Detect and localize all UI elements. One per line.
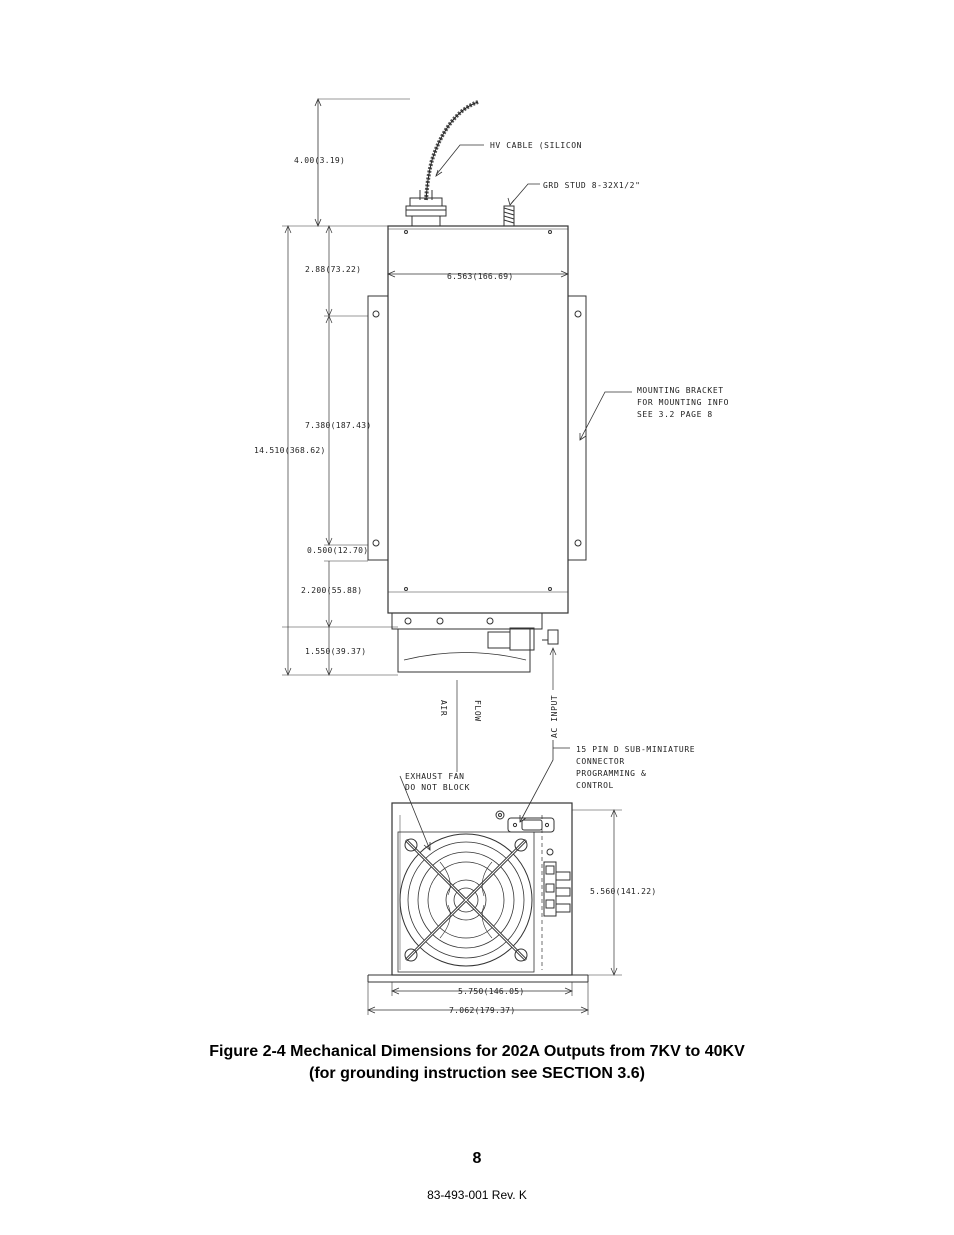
dim-bracket-span: 7.380(187.43) [305, 421, 372, 430]
right-mounting-bracket [568, 296, 586, 560]
label-dsub-line4: CONTROL [576, 781, 614, 790]
dim-cable-length: 4.00(3.19) [294, 156, 346, 165]
page-number: 8 [472, 1150, 482, 1167]
label-fan-line2: DO NOT BLOCK [405, 783, 470, 792]
end-view [368, 803, 588, 982]
label-air: AIR [439, 700, 448, 717]
dim-base-width: 7.062(179.37) [449, 1006, 516, 1015]
label-mounting-line2: FOR MOUNTING INFO [637, 398, 730, 407]
hv-connector [406, 198, 446, 226]
label-flow: FLOW [473, 700, 482, 722]
document-number: 83-493-001 Rev. K [427, 1188, 527, 1202]
figure-caption-note: (for grounding instruction see SECTION 3.6) [308, 1065, 645, 1082]
label-grd-stud: GRD STUD 8-32X1/2" [543, 181, 641, 190]
dim-end-width: 5.750(146.05) [458, 987, 525, 996]
ground-stud [504, 206, 514, 226]
exhaust-fan [398, 832, 534, 972]
dim-bottom-section: 1.550(39.37) [305, 647, 367, 656]
label-mounting-line3: SEE 3.2 PAGE 8 [637, 410, 713, 419]
ac-terminal-block [544, 849, 570, 916]
label-mounting-line1: MOUNTING BRACKET [637, 386, 724, 395]
figure-caption: Figure 2-4 Mechanical Dimensions for 202A Outputs from 7KV to 40KV [209, 1043, 745, 1060]
supply-body [388, 226, 568, 613]
label-dsub-line2: CONNECTOR [576, 757, 625, 766]
dim-top-offset: 2.88(73.22) [305, 265, 362, 274]
dim-end-height: 5.560(141.22) [590, 887, 657, 896]
dim-bracket-tab: 0.500(12.70) [307, 546, 369, 555]
label-hv-cable: HV CABLE (SILICON [490, 141, 583, 150]
label-dsub-line1: 15 PIN D SUB-MINIATURE [576, 745, 696, 754]
fan-end-section [392, 613, 558, 672]
dim-overall-height: 14.510(368.62) [254, 446, 326, 455]
label-ac-input: AC INPUT [550, 694, 559, 738]
dim-width-top: 6.563(166.69) [447, 272, 514, 281]
label-dsub-line3: PROGRAMMING & [576, 769, 647, 778]
label-fan-line1: EXHAUST FAN [405, 772, 465, 781]
hv-cable [420, 102, 478, 200]
dim-lower-offset: 2.200(55.88) [301, 586, 363, 595]
